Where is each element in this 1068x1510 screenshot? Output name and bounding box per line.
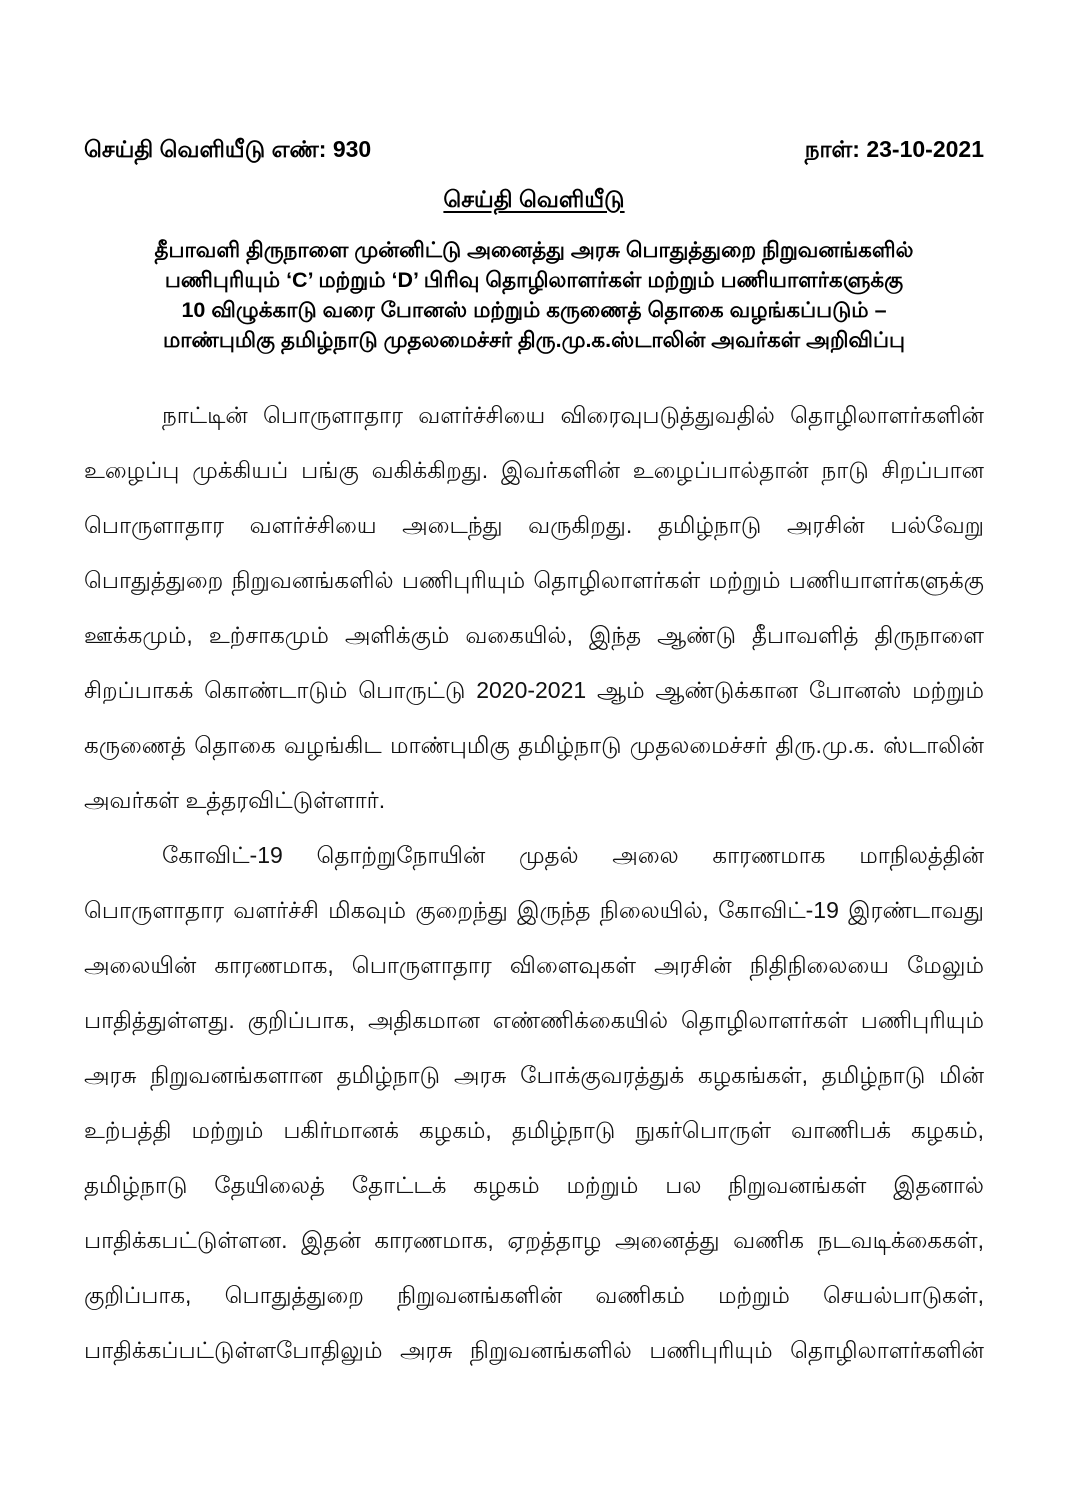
paragraph-line: பாதித்துள்ளது. குறிப்பாக, அதிகமான எண்ணிக்கையில் தொழிலாளர்கள் பணிபுரியும் (84, 1007, 984, 1033)
document-body (84, 388, 984, 1378)
paragraph-line: உழைப்பு முக்கியப் பங்கு வகிக்கிறது. இவர்களின் உழைப்பால்தான் நாடு சிறப்பான (84, 457, 984, 483)
release-number: செய்தி வெளியீடு எண்: 930 (84, 136, 372, 162)
title-line: பணிபுரியும் ‘C’ மற்றும் ‘D’ பிரிவு தொழிலாளர்கள் மற்றும் பணியாளர்களுக்கு (164, 268, 904, 292)
paragraph-line: பாதிக்கப்பட்டுள்ளபோதிலும் அரசு நிறுவனங்களில் பணிபுரியும் தொழிலாளர்களின் (84, 1337, 984, 1363)
title-line: மாண்புமிகு தமிழ்நாடு முதலமைச்சர் திரு.மு.க.ஸ்டாலின் அவர்கள் அறிவிப்பு (163, 328, 905, 352)
paragraph-line: அலையின் காரணமாக, பொருளாதார விளைவுகள் அரசின் நிதிநிலையை மேலும் (84, 952, 984, 978)
announcement-title (84, 235, 984, 355)
body-paragraph-1 (84, 388, 984, 828)
paragraph-line: உற்பத்தி மற்றும் பகிர்மானக் கழகம், தமிழ்நாடு நுகர்பொருள் வாணிபக் கழகம், (84, 1117, 984, 1143)
title-line: தீபாவளி திருநாளை முன்னிட்டு அனைத்து அரசு பொதுத்துறை நிறுவனங்களில் (154, 238, 914, 262)
paragraph-line: கருணைத் தொகை வழங்கிட மாண்புமிகு தமிழ்நாடு முதலமைச்சர் திரு.மு.க. ஸ்டாலின் (84, 732, 984, 758)
paragraph-line: பொருளாதார வளர்ச்சியை அடைந்து வருகிறது. தமிழ்நாடு அரசின் பல்வேறு (84, 512, 984, 538)
paragraph-line: அரசு நிறுவனங்களான தமிழ்நாடு அரசு போக்குவரத்துக் கழகங்கள், தமிழ்நாடு மின் (84, 1062, 984, 1088)
header-row (84, 135, 984, 163)
document-heading: செய்தி வெளியீடு (443, 186, 625, 212)
paragraph-line: கோவிட்-19 தொற்றுநோயின் முதல் அலை காரணமாக மாநிலத்தின் (162, 842, 984, 868)
paragraph-line: தமிழ்நாடு தேயிலைத் தோட்டக் கழகம் மற்றும் பல நிறுவனங்கள் இதனால் (84, 1172, 984, 1198)
paragraph-line: ஊக்கமும், உற்சாகமும் அளிக்கும் வகையில், இந்த ஆண்டு தீபாவளித் திருநாளை (84, 622, 984, 648)
paragraph-line: குறிப்பாக, பொதுத்துறை நிறுவனங்களின் வணிகம் மற்றும் செயல்பாடுகள், (84, 1282, 984, 1308)
paragraph-line: பொதுத்துறை நிறுவனங்களில் பணிபுரியும் தொழிலாளர்கள் மற்றும் பணியாளர்களுக்கு (84, 567, 984, 593)
paragraph-line: நாட்டின் பொருளாதார வளர்ச்சியை விரைவுபடுத்துவதில் தொழிலாளர்களின் (162, 402, 984, 428)
paragraph-line: அவர்கள் உத்தரவிட்டுள்ளார். (84, 787, 386, 813)
body-paragraph-2 (84, 828, 984, 1378)
paragraph-line: பாதிக்கபட்டுள்ளன. இதன் காரணமாக, ஏறத்தாழ அனைத்து வணிக நடவடிக்கைகள், (84, 1227, 984, 1253)
release-date: நாள்: 23-10-2021 (804, 136, 984, 162)
paragraph-line: பொருளாதார வளர்ச்சி மிகவும் குறைந்து இருந்த நிலையில், கோவிட்-19 இரண்டாவது (84, 897, 984, 923)
paragraph-line: சிறப்பாகக் கொண்டாடும் பொருட்டு 2020-2021 ஆம் ஆண்டுக்கான போனஸ் மற்றும் (84, 677, 984, 703)
title-line: 10 விழுக்காடு வரை போனஸ் மற்றும் கருணைத் தொகை வழங்கப்படும் – (181, 298, 887, 322)
